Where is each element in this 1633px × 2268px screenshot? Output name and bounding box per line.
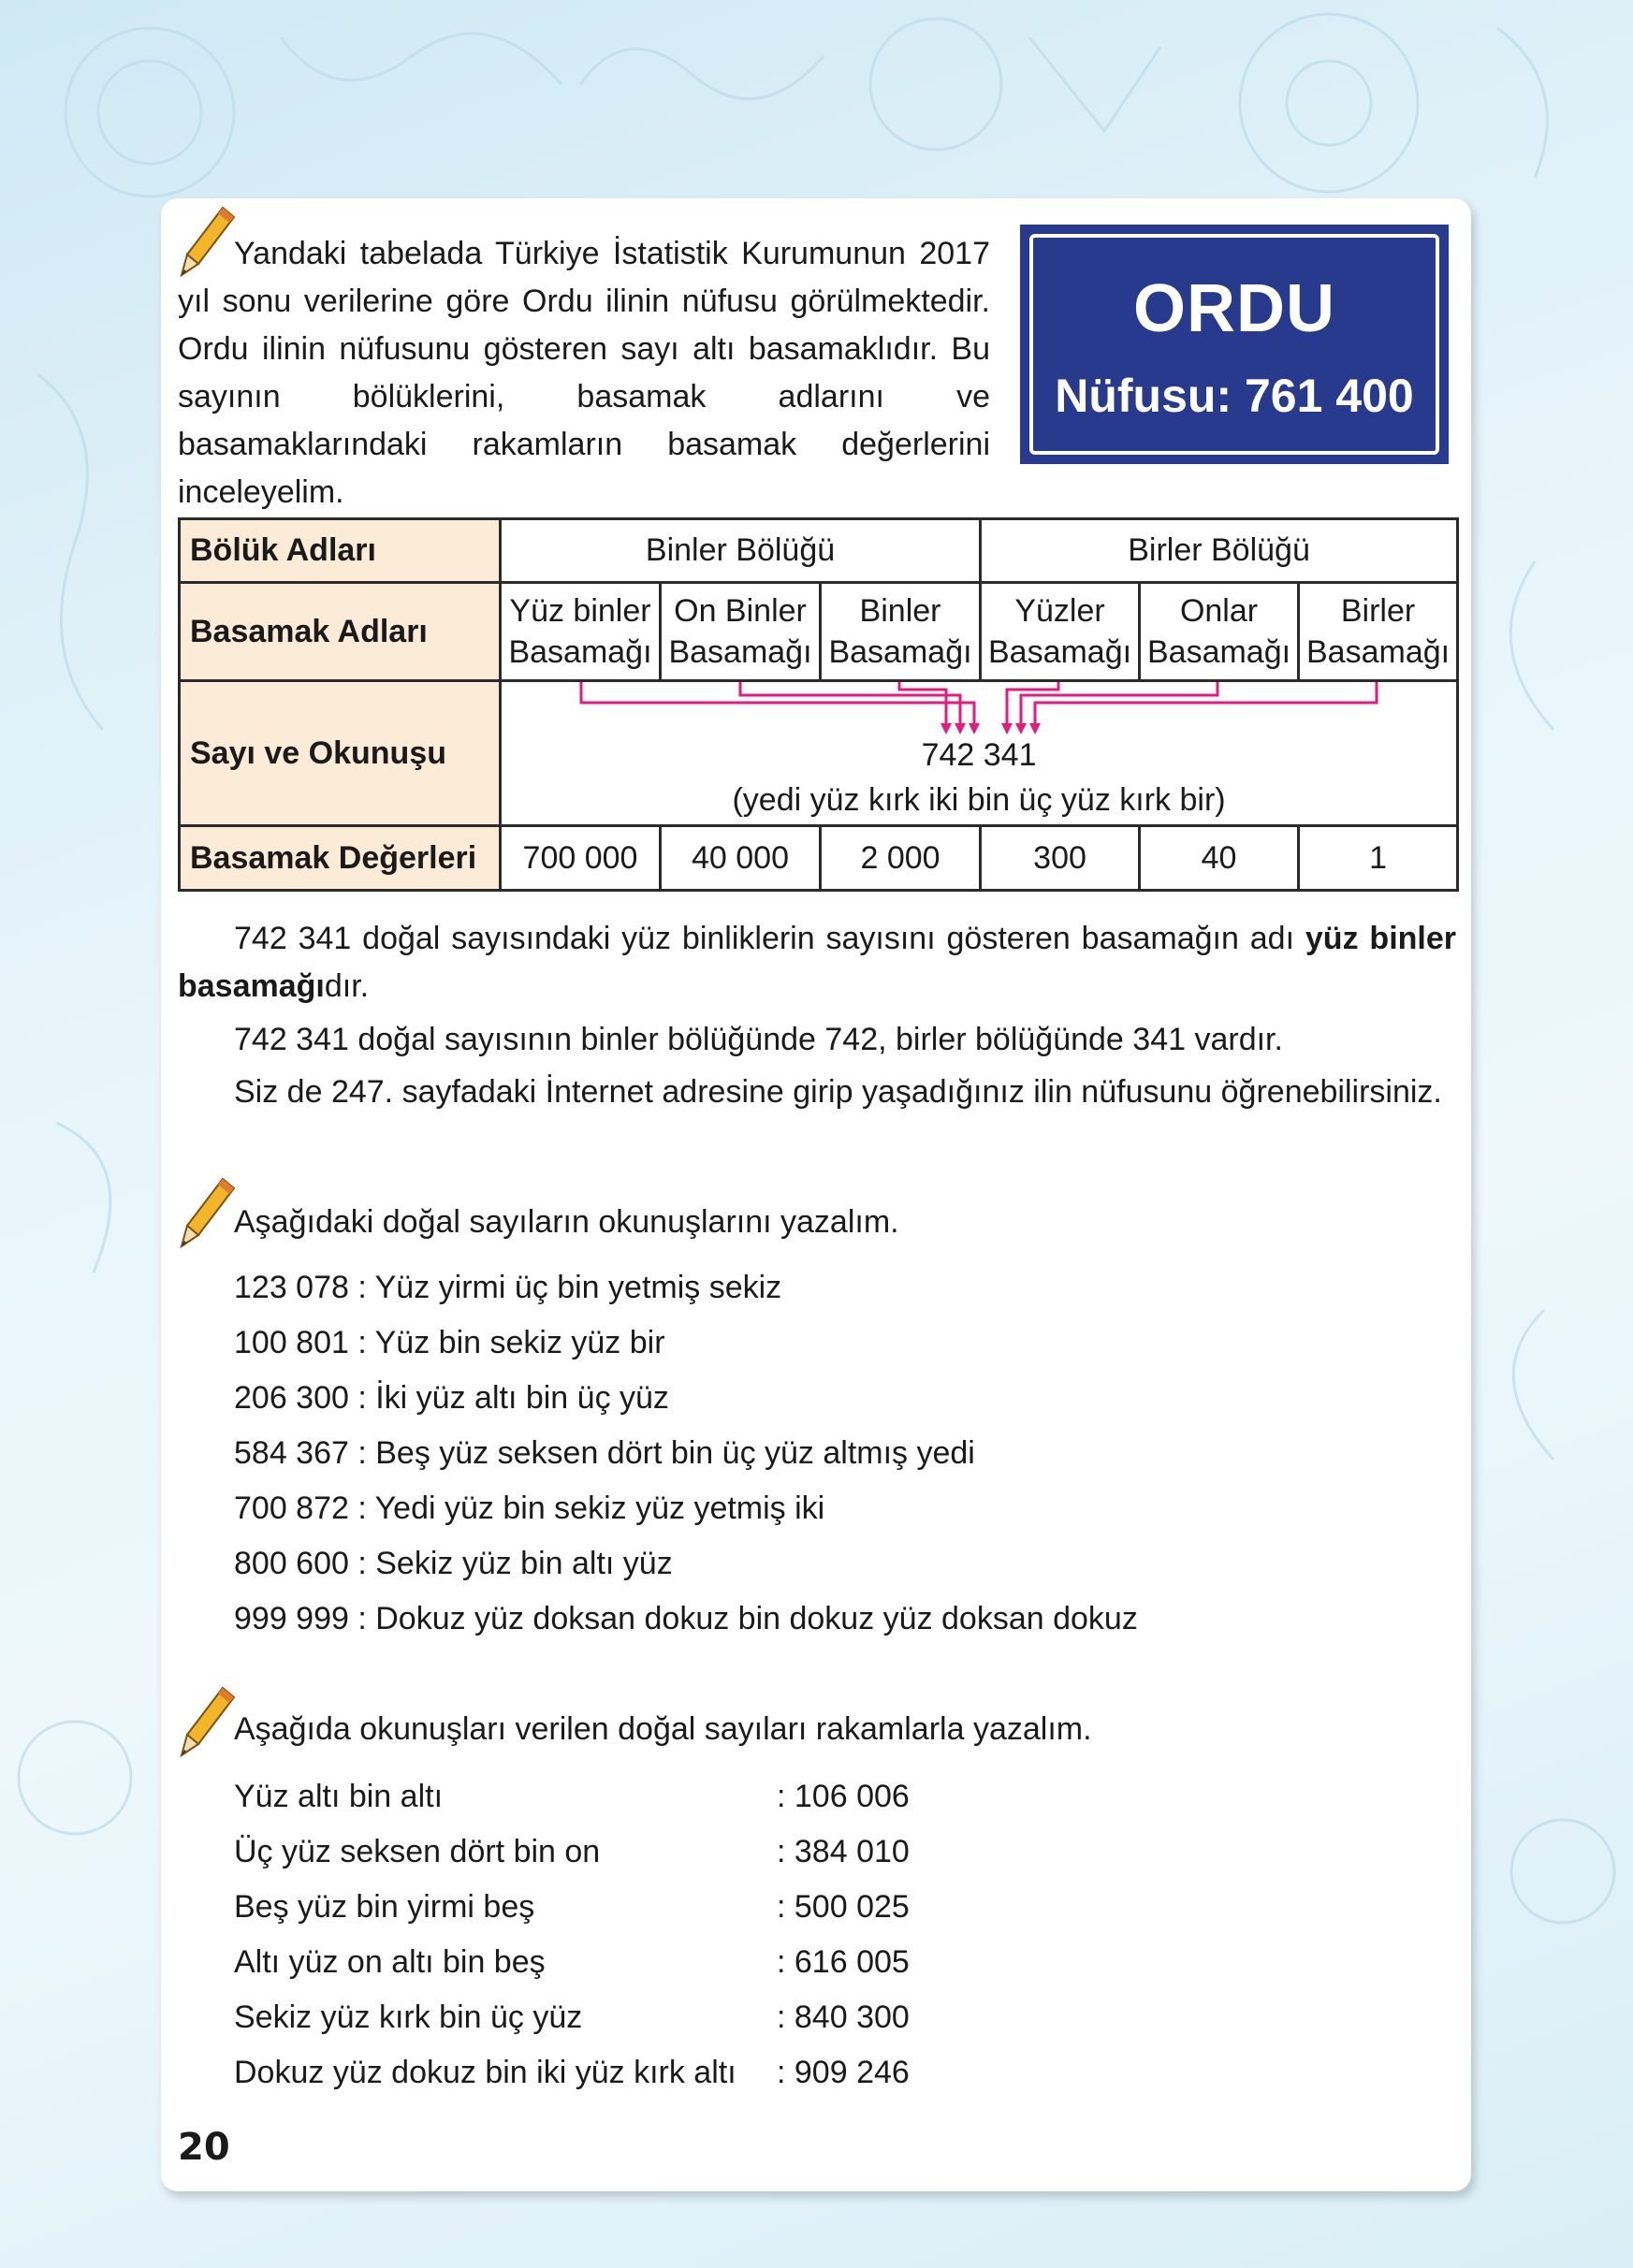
list-item [234, 1825, 1357, 1880]
group-thousands: Binler Bölüğü [501, 519, 981, 583]
row-header-groups: Bölük Adları [180, 519, 501, 583]
row-header-places: Basamak Adları [180, 583, 501, 681]
table-row [180, 826, 1458, 891]
text: dır. [324, 968, 370, 1004]
digits: : 909 246 [777, 2055, 910, 2090]
place-hundreds [981, 583, 1140, 681]
group-ones: Birler Bölüğü [981, 519, 1458, 583]
pencil-icon [178, 1684, 238, 1761]
words: Yüz altı bin altı [234, 1779, 444, 1814]
words: Sekiz yüz kırk bin üç yüz [234, 1999, 583, 2035]
place-suffix: Basamağı [828, 634, 972, 670]
place-name: Yüz binler [509, 593, 651, 629]
digits: : 840 300 [777, 1999, 910, 2035]
bold-term: yüz binler basamağı [178, 921, 1456, 1004]
digits: : 106 006 [777, 1779, 910, 1814]
place-suffix: Basamağı [668, 634, 812, 670]
table-row [180, 583, 1458, 681]
digits: : 500 025 [777, 1889, 910, 1925]
page-number: 20 [178, 2126, 230, 2169]
section-title-digits: Aşağıda okunuşları verilen doğal sayıları rakamlarla yazalım. [234, 1711, 1092, 1747]
place-name: Birler [1340, 593, 1416, 629]
list-item: 123 078 : Yüz yirmi üç bin yetmiş sekiz [234, 1270, 782, 1305]
city-sign-frame [1029, 234, 1439, 455]
paragraph-internet [178, 1069, 1456, 1116]
number-cell [501, 681, 1458, 826]
list-item: 700 872 : Yedi yüz bin sekiz yüz yetmiş iki [234, 1490, 825, 1526]
place-hundred-thousands [501, 583, 661, 681]
value-cell: 2 000 [821, 826, 981, 891]
row-header-values: Basamak Değerleri [180, 826, 501, 891]
place-name: Binler [859, 593, 941, 629]
paragraph-place-name [178, 915, 1456, 1010]
place-suffix: Basamağı [1306, 634, 1451, 670]
text: 742 341 doğal sayısındaki yüz binliklerin sayısını gösteren basamağın adı [234, 921, 1305, 956]
number-value: 742 341 [921, 737, 1037, 773]
digits: : 616 005 [777, 1944, 910, 1980]
words: Dokuz yüz dokuz bin iki yüz kırk altı [234, 2055, 736, 2090]
place-name: Yüzler [1014, 593, 1105, 629]
section-title-readings: Aşağıdaki doğal sayıların okunuşlarını yazalım. [234, 1204, 899, 1240]
text: 742 341 doğal sayısının binler bölüğünde 742, birler bölüğünde 341 vardır. [234, 1022, 1283, 1057]
intro-paragraph: Yandaki tabelada Türkiye İstatistik Kurumunun 2017 yıl sonu verilerine göre Ordu ilinin nüfusu görülmektedir. Ordu ilinin nüfusunu gösteren sayı altı basamaklıdır. Bu sayının bölüklerini, basamak adlarını ve basamaklarındaki rakamların basamak değerlerini inceleyelim. [178, 236, 990, 510]
paragraph-groups [178, 1016, 1456, 1064]
readings-list [234, 1260, 1357, 1647]
words: Altı yüz on altı bin beş [234, 1944, 546, 1980]
place-name: Onlar [1179, 593, 1259, 629]
number-reading: (yedi yüz kırk iki bin üç yüz kırk bir) [732, 782, 1226, 818]
sign-population: Nüfusu: 761 400 [1055, 370, 1414, 422]
list-item [234, 2045, 1357, 2101]
place-name: On Binler [674, 593, 807, 629]
digits-list [234, 1769, 1357, 2101]
list-item: 999 999 : Dokuz yüz doksan dokuz bin dokuz yüz doksan dokuz [234, 1601, 1138, 1636]
place-thousands [821, 583, 981, 681]
list-item [234, 1880, 1357, 1935]
digits: : 384 010 [777, 1834, 910, 1869]
place-suffix: Basamağı [508, 634, 652, 670]
row-header-number: Sayı ve Okunuşu [180, 681, 501, 826]
city-sign [1020, 225, 1449, 464]
list-item [234, 1990, 1357, 2045]
value-cell: 1 [1299, 826, 1458, 891]
place-suffix: Basamağı [1146, 634, 1291, 670]
list-item: 206 300 : İki yüz altı bin üç yüz [234, 1380, 669, 1416]
list-item: 800 600 : Sekiz yüz bin altı yüz [234, 1546, 673, 1581]
value-cell: 40 000 [661, 826, 821, 891]
place-ones [1299, 583, 1458, 681]
pencil-icon [178, 1175, 238, 1252]
table-row [180, 681, 1458, 826]
words: Üç yüz seksen dört bin on [234, 1834, 601, 1869]
list-item [234, 1935, 1357, 1990]
list-item: 100 801 : Yüz bin sekiz yüz bir [234, 1325, 665, 1360]
place-suffix: Basamağı [987, 634, 1132, 670]
list-item [234, 1769, 1357, 1825]
place-value-table [178, 517, 1459, 892]
place-tens [1140, 583, 1299, 681]
table-row [180, 519, 1458, 583]
words: Beş yüz bin yirmi beş [234, 1889, 535, 1925]
value-cell: 700 000 [501, 826, 661, 891]
value-cell: 40 [1140, 826, 1299, 891]
sign-city-name: ORDU [1133, 271, 1335, 346]
text: Siz de 247. sayfadaki İnternet adresine girip yaşadığınız ilin nüfusunu öğrenebilirsiniz. [234, 1074, 1442, 1110]
list-item: 584 367 : Beş yüz seksen dört bin üç yüz altmış yedi [234, 1435, 975, 1471]
place-ten-thousands [661, 583, 821, 681]
value-cell: 300 [981, 826, 1140, 891]
